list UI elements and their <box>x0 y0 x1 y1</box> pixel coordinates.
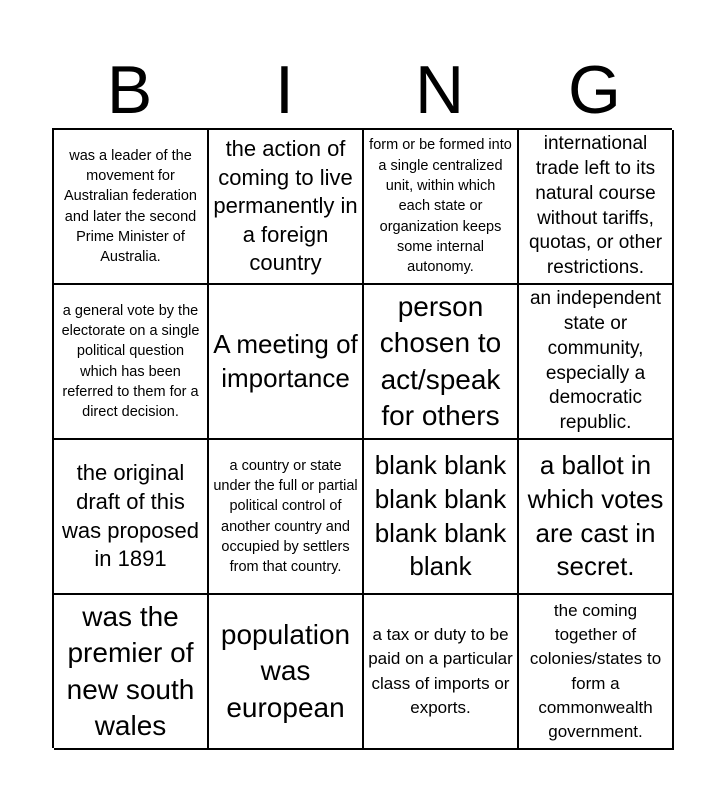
cell-text: blank blank blank blank blank blank blank <box>374 449 507 582</box>
bingo-cell-8[interactable] <box>519 285 674 440</box>
bingo-cell-5[interactable] <box>54 285 209 440</box>
bingo-cell-12[interactable] <box>519 440 674 595</box>
bingo-cell-15[interactable] <box>364 595 519 750</box>
cell-text: a ballot in which votes are cast in secret. <box>527 449 664 582</box>
bingo-cell-9[interactable] <box>54 440 209 595</box>
cell-text: the coming together of colonies/states to form a commonwealth government. <box>529 601 662 741</box>
bingo-cell-3[interactable] <box>364 130 519 285</box>
bingo-cell-16[interactable] <box>519 595 674 750</box>
header-letter-i: I <box>275 52 294 128</box>
cell-text: was a leader of the movement for Australian federation and later the second Prime Minister of Australia. <box>64 147 197 266</box>
bingo-cell-4[interactable] <box>519 130 674 285</box>
cell-text: A meeting of importance <box>213 328 358 393</box>
cell-text: a tax or duty to be paid on a particular class of imports or exports. <box>368 625 513 717</box>
cell-text: a country or state under the full or partial political control of another country and occupied by settlers from that country. <box>213 457 358 576</box>
header-letter-b: B <box>106 52 153 128</box>
bingo-card-grid <box>52 128 672 748</box>
bingo-cell-11[interactable] <box>364 440 519 595</box>
cell-text: international trade left to its natural course without tariffs, quotas, or other restrictions. <box>528 133 663 278</box>
cell-text: a general vote by the electorate on a single political question which has been referred to them for a direct decision. <box>61 302 200 421</box>
bingo-cell-2[interactable] <box>209 130 364 285</box>
header-letter-n: N <box>414 52 465 128</box>
cell-text: an independent state or community, especially a democratic republic. <box>529 288 661 433</box>
bingo-cell-10[interactable] <box>209 440 364 595</box>
cell-text: population was european <box>220 618 351 723</box>
cell-text: the action of coming to live permanently in a foreign country <box>213 136 358 276</box>
bingo-cell-13[interactable] <box>54 595 209 750</box>
cell-text: form or be formed into a single centralized unit, within which each state or organization keeps some internal autonomy. <box>369 137 512 276</box>
cell-text: person chosen to act/speak for others <box>379 290 502 431</box>
cell-text: the original draft of this was proposed in 1891 <box>62 460 199 572</box>
header-letter-g: G <box>568 52 621 128</box>
bingo-cell-7[interactable] <box>364 285 519 440</box>
cell-text: was the premier of new south wales <box>66 600 195 741</box>
bingo-cell-14[interactable] <box>209 595 364 750</box>
bingo-cell-1[interactable] <box>54 130 209 285</box>
bingo-header <box>52 52 672 128</box>
bingo-cell-6[interactable] <box>209 285 364 440</box>
